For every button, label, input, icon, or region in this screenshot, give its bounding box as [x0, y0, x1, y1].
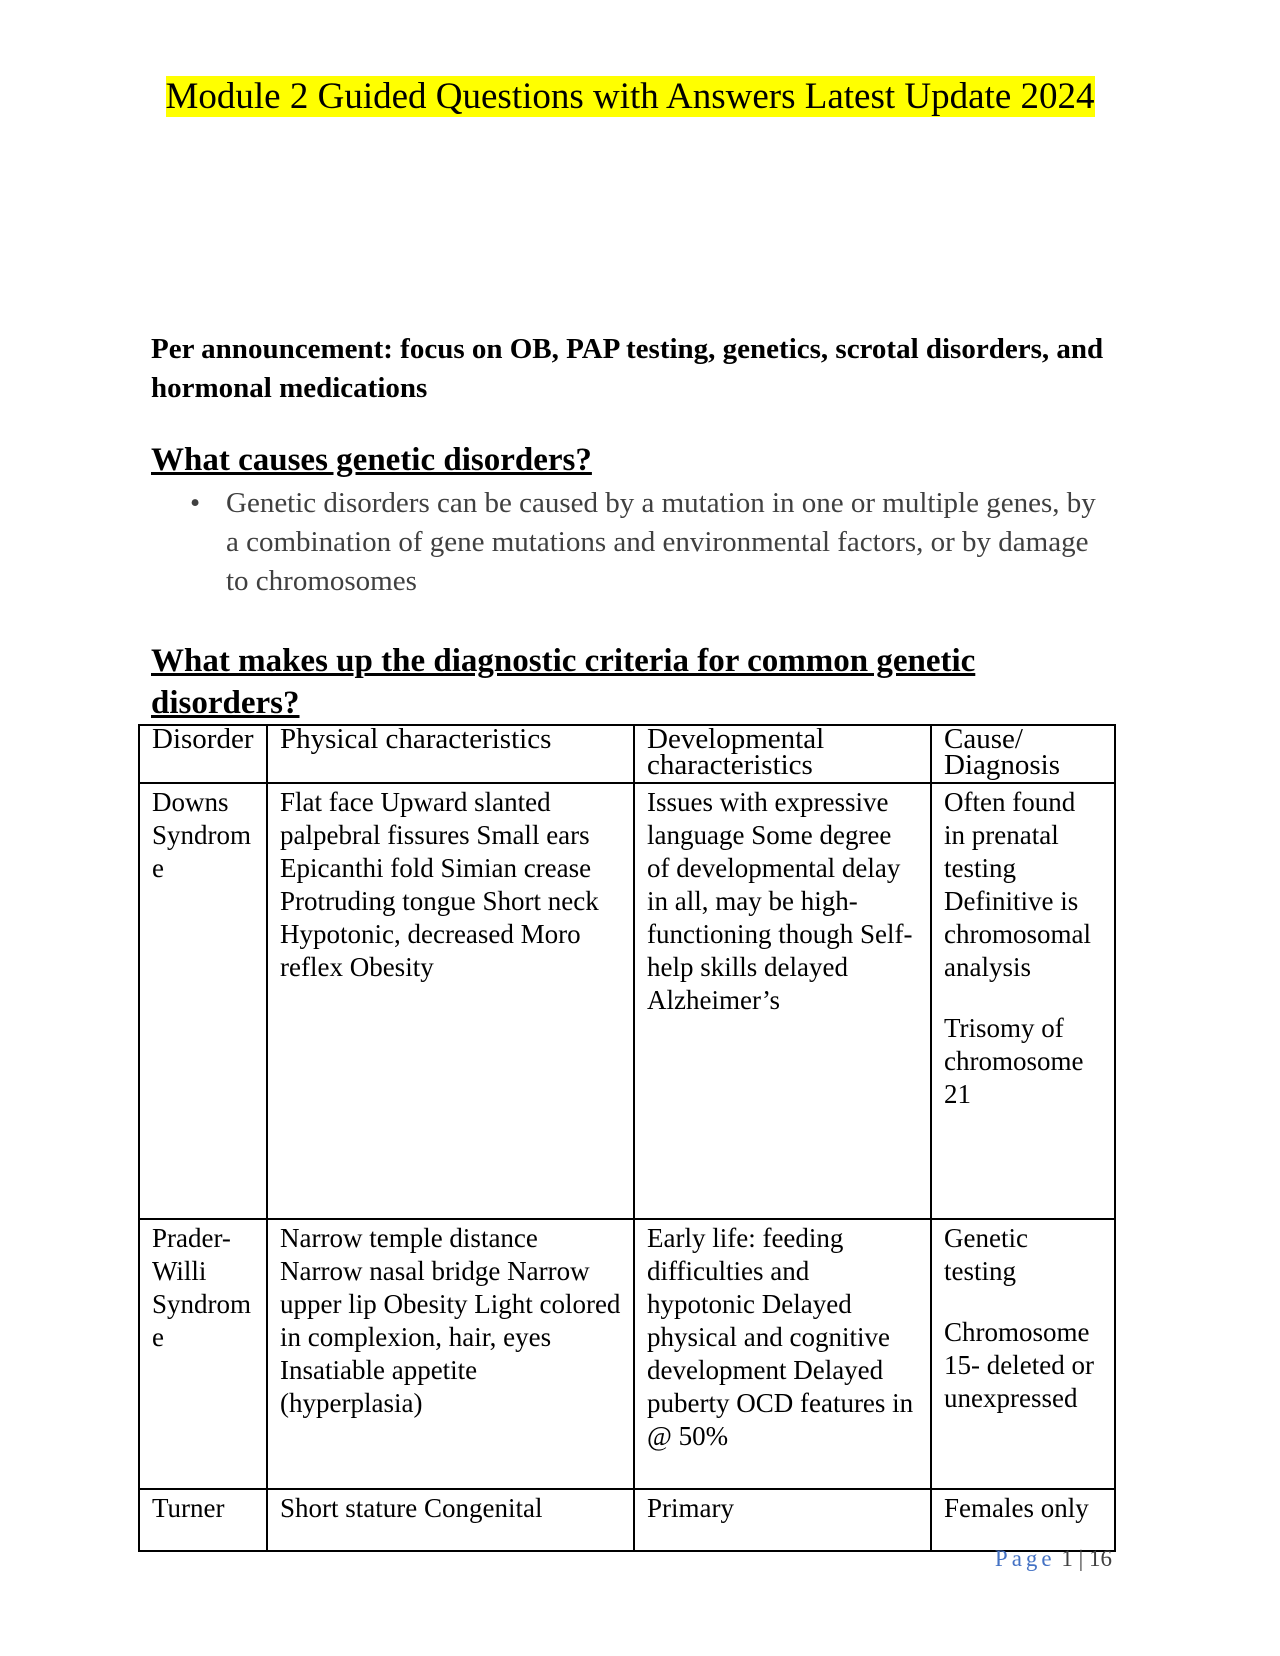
list-item — [190, 484, 1110, 601]
question-2-heading: What makes up the diagnostic criteria for common genetic disorders? — [151, 643, 976, 721]
cell-developmental: Primary — [634, 1489, 931, 1551]
table-row — [139, 1489, 1115, 1551]
spacer — [944, 984, 1102, 1012]
list-item-text: Genetic disorders can be caused by a mutation in one or multiple genes, by a combination of gene mutations and environmental factors, or by damage to chromosomes — [226, 487, 1096, 597]
table-row — [139, 783, 1115, 1219]
total-pages: 16 — [1089, 1546, 1112, 1571]
cause-text-2: Chromosome 15- deleted or unexpressed — [944, 1317, 1094, 1413]
document-title — [140, 74, 1120, 120]
genetic-disorders-table — [138, 724, 1116, 1552]
header-disorder: Disorder — [139, 725, 267, 783]
header-cause: Cause/ Diagnosis — [931, 725, 1115, 783]
bullet-icon: • — [190, 487, 201, 519]
header-physical: Physical characteristics — [267, 725, 634, 783]
question-1-answer-list — [190, 484, 1110, 601]
cell-developmental: Issues with expressive language Some degree of developmental delay in all, may be high- functioning though Self-help skills delayed Alzheimer’s — [634, 783, 931, 1219]
cell-physical: Narrow temple distance Narrow nasal bridge Narrow upper lip Obesity Light colored in complexion, hair, eyes Insatiable appetite (hyperplasia) — [267, 1219, 634, 1489]
cell-physical: Short stature Congenital — [267, 1489, 634, 1551]
cell-physical: Flat face Upward slanted palpebral fissures Small ears Epicanthi fold Simian crease Protruding tongue Short neck Hypotonic, decreased Moro reflex Obesity — [267, 783, 634, 1219]
cell-disorder: Downs Syndrome — [139, 783, 267, 1219]
cause-text-1: Often found in prenatal testing Definitive is chromosomal analysis — [944, 787, 1091, 982]
cell-cause — [931, 1489, 1115, 1551]
cell-disorder: Turner — [139, 1489, 267, 1551]
cause-text-2: Trisomy of chromosome 21 — [944, 1013, 1084, 1109]
cell-cause — [931, 1219, 1115, 1489]
cell-cause — [931, 783, 1115, 1219]
page-number: 1 — [1061, 1546, 1073, 1571]
cause-text-1: Females only — [944, 1493, 1089, 1523]
page-separator: | — [1078, 1546, 1084, 1571]
table-row — [139, 1219, 1115, 1489]
page-label: Page — [994, 1546, 1056, 1571]
cell-developmental: Early life: feeding difficulties and hypotonic Delayed physical and cognitive development Delayed puberty OCD features in @ 50% — [634, 1219, 931, 1489]
page-footer — [995, 1546, 1112, 1572]
announcement-text: Per announcement: focus on OB, PAP testing, genetics, scrotal disorders, and hormonal medications — [151, 333, 1104, 404]
cell-disorder: Prader-Willi Syndrome — [139, 1219, 267, 1489]
spacer — [944, 1288, 1102, 1316]
table-header-row — [139, 725, 1115, 783]
document-title-text: Module 2 Guided Questions with Answers Latest Update 2024 — [165, 76, 1095, 117]
question-1-heading: What causes genetic disorders? — [151, 442, 592, 478]
header-developmental: Developmental characteristics — [634, 725, 931, 783]
cause-text-1: Genetic testing — [944, 1223, 1028, 1286]
